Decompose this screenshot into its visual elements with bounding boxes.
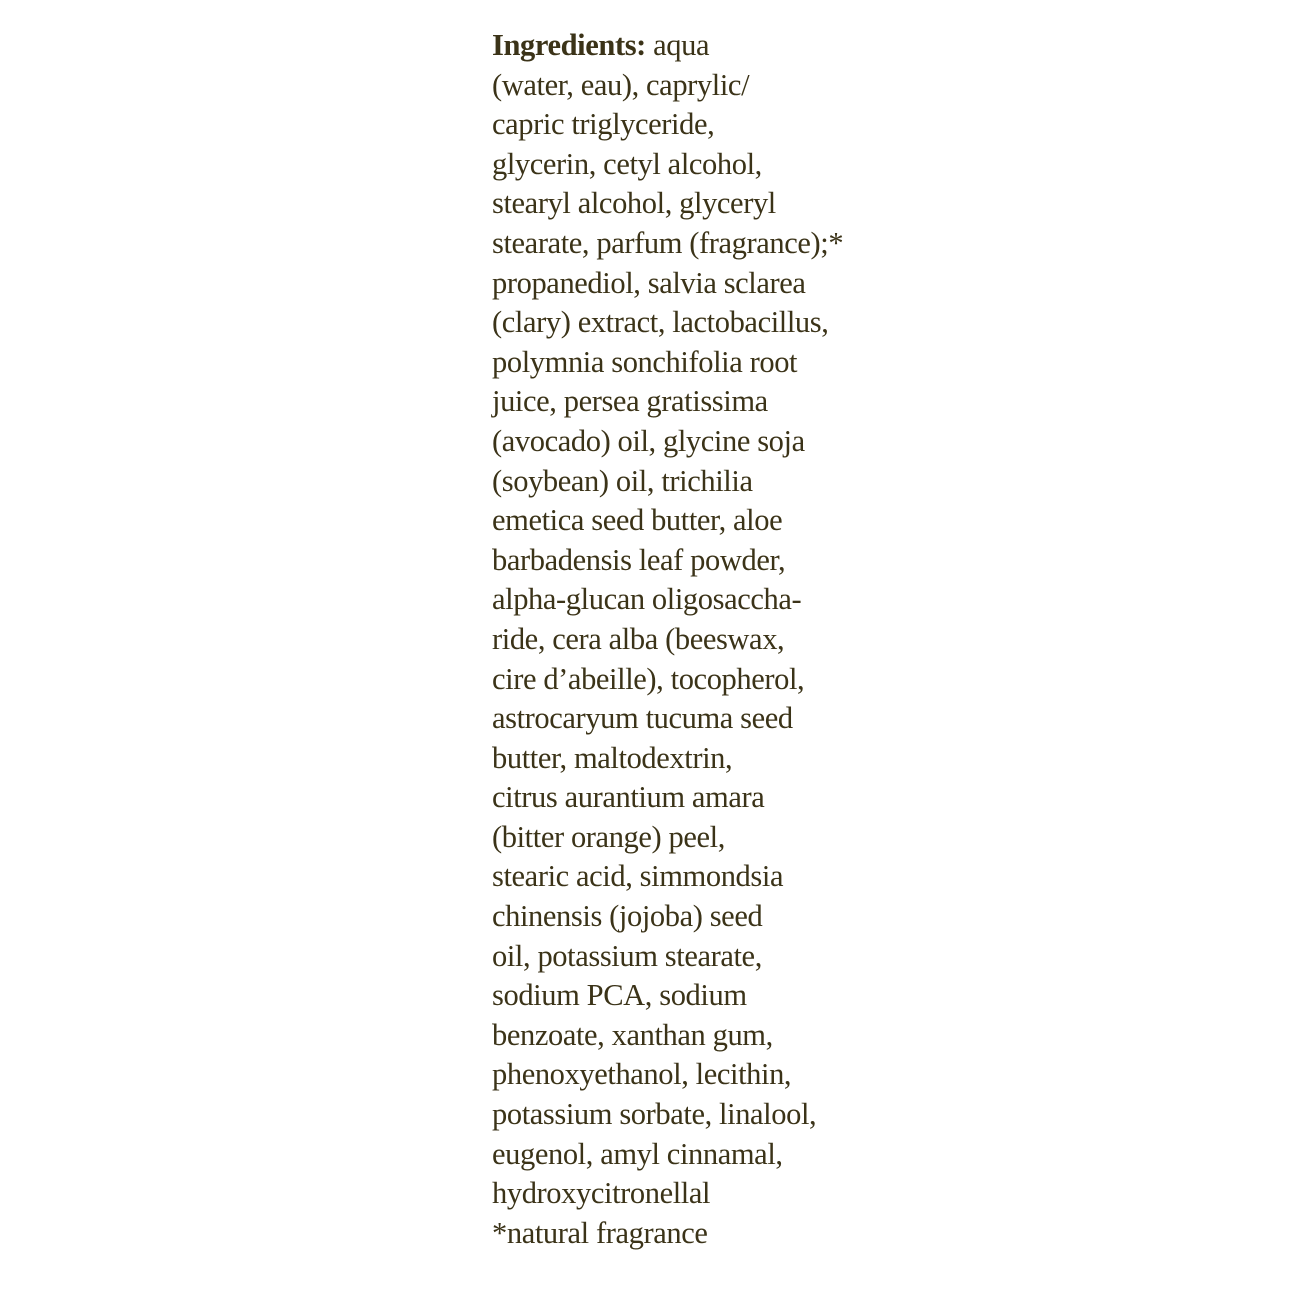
ingredient-line: sodium PCA, sodium xyxy=(492,978,747,1013)
ingredient-line: phenoxyethanol, lecithin, xyxy=(492,1057,792,1092)
ingredient-line: (bitter orange) peel, xyxy=(492,819,725,854)
ingredient-line: citrus aurantium amara xyxy=(492,780,765,815)
ingredient-line: polymnia sonchifolia root xyxy=(492,344,798,379)
ingredient-line: oil, potassium stearate, xyxy=(492,938,762,973)
ingredient-line: ride, cera alba (beeswax, xyxy=(492,621,785,656)
ingredients-first-text: aqua xyxy=(645,28,710,62)
ingredient-line: alpha-glucan oligosaccha- xyxy=(492,582,802,617)
ingredient-line: glycerin, cetyl alcohol, xyxy=(492,146,762,181)
ingredient-line: (soybean) oil, trichilia xyxy=(492,463,753,498)
ingredient-line: (water, eau), caprylic/ xyxy=(492,67,750,102)
ingredient-line: capric triglyceride, xyxy=(492,107,715,142)
ingredient-line: stearic acid, simmondsia xyxy=(492,859,784,894)
ingredient-line: butter, maltodextrin, xyxy=(492,740,733,775)
ingredient-line: stearyl alcohol, glyceryl xyxy=(492,186,776,221)
ingredients-heading: Ingredients: xyxy=(492,28,646,62)
ingredients-footnote: *natural fragrance xyxy=(492,1215,708,1250)
ingredient-line: chinensis (jojoba) seed xyxy=(492,899,763,934)
ingredient-line: barbadensis leaf powder, xyxy=(492,542,786,577)
ingredient-line: astrocaryum tucuma seed xyxy=(492,701,793,736)
ingredient-line: emetica seed butter, aloe xyxy=(492,503,783,538)
ingredient-line: potassium sorbate, linalool, xyxy=(492,1097,817,1132)
ingredient-line: eugenol, amyl cinnamal, xyxy=(492,1136,783,1171)
ingredient-line: (avocado) oil, glycine soja xyxy=(492,423,805,458)
ingredient-line: stearate, parfum (fragrance);* xyxy=(492,225,844,260)
ingredients-panel xyxy=(492,26,852,1253)
ingredient-line: cire d’abeille), tocopherol, xyxy=(492,661,805,696)
ingredient-line: juice, persea gratissima xyxy=(492,384,768,419)
ingredient-line: (clary) extract, lactobacillus, xyxy=(492,305,829,340)
ingredient-line: benzoate, xanthan gum, xyxy=(492,1017,773,1052)
ingredient-line: propanediol, salvia sclarea xyxy=(492,265,806,300)
ingredients-first-line xyxy=(492,26,852,66)
ingredient-line: hydroxycitronellal xyxy=(492,1176,711,1211)
